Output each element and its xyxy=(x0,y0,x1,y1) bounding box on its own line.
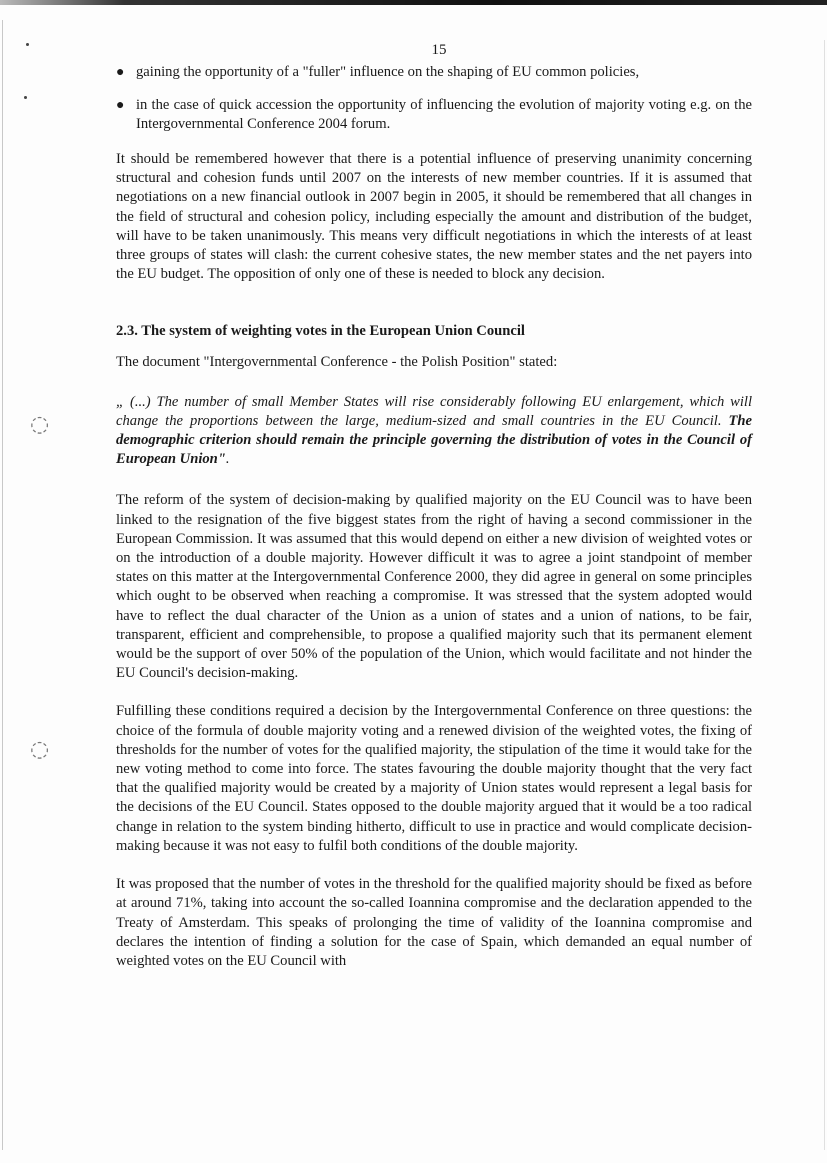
scan-speck xyxy=(26,43,29,46)
bullet-list xyxy=(116,63,752,134)
quote-bold-text: The demographic criterion should remain the principle governing the distribution of votes in the Council of European Union" xyxy=(116,412,752,468)
scan-top-edge xyxy=(0,0,827,5)
quote-end: . xyxy=(225,451,230,468)
scan-left-edge xyxy=(2,20,3,1150)
bullet-text: in the case of quick accession the opportunity of influencing the evolution of majority voting e.g. on the Intergovernmental Conference 2004 forum. xyxy=(136,97,752,132)
bullet-text: gaining the opportunity of a "fuller" influence on the shaping of EU common policies, xyxy=(136,64,640,80)
scan-right-edge xyxy=(824,40,825,1150)
intro-line: The document "Intergovernmental Conference - the Polish Position" stated: xyxy=(116,354,558,371)
paragraph: It was proposed that the number of votes in the threshold for the qualified majority should be fixed as before at around 71%, taking into account the so-called Ioannina compromise and the declaration appended to the Treaty of Amsterdam. This speaks of prolonging the time of validity of the Ioannina compromise and declares the intention of finding a solution for the case of Spain, which demanded an equal number of weighted votes on the EU Council with xyxy=(116,876,752,969)
quote-italic-text: „ (...) The number of small Member States will rise considerably following EU enlargement, which will change the proportions between the large, medium-sized and small countries in the EU Council. xyxy=(116,393,752,429)
bullet-item xyxy=(116,63,752,82)
bullet-item xyxy=(116,96,752,134)
page-content xyxy=(116,42,752,971)
block-quote xyxy=(116,393,752,470)
page-number: 15 xyxy=(431,42,447,58)
paragraph: The reform of the system of decision-making by qualified majority on the EU Council was to have been linked to the resignation of the five biggest states from the right of having a second commissioner in the European Commission. It was assumed that this would depend on either a new division of weighted votes or on the introduction of a double majority. However difficult it was to agree a joint standpoint of member states on this matter at the Intergovernmental Conference 2000, they did agree in general on some principles which ought to be observed when reaching a compromise. It was stressed that the system adopted would have to reflect the dual character of the Union as a union of states and a union of nations, to be fair, transparent, efficient and comprehensible, to propose a qualified majority such that its permanent element would be the support of over 50% of the population of the Union, which would facilitate and not hinder the EU Council's decision-making. xyxy=(116,492,752,682)
paragraph: It should be remembered however that there is a potential influence of preserving unanimity concerning structural and cohesion funds until 2007 on the interests of new member countries. If it is assumed that negotiations on a new financial outlook in 2007 begin in 2005, it should be remembered that all changes in the field of structural and cohesion policy, including especially the amount and distribution of the budget, will have to be taken unanimously. This means very difficult negotiations in which the interests of at least three groups of states will clash: the current cohesive states, the new member states and the net payers into the EU budget. The opposition of only one of these is needed to block any decision. xyxy=(116,151,752,283)
section-heading: 2.3. The system of weighting votes in the European Union Council xyxy=(116,323,525,340)
punch-hole-icon: ◌ xyxy=(30,412,50,437)
scan-speck xyxy=(24,96,27,99)
bullet-icon: ● xyxy=(116,65,125,80)
bullet-icon: ● xyxy=(116,98,125,113)
paragraph: Fulfilling these conditions required a decision by the Intergovernmental Conference on three questions: the choice of the formula of double majority voting and a renewed division of the weighted votes, the fixing of thresholds for the number of votes for the qualified majority, the stipulation of the time it would take for the new voting method to come into force. The states favouring the double majority thought that the very fact that the qualified majority would be created by a majority of Union states would represent a legal basis for the decisions of the EU Council. States opposed to the double majority argued that it would be a too radical change in relation to the system binding hitherto, difficult to use in practice and would complicate decision-making because it was not easy to fulfil both conditions of the double majority. xyxy=(116,703,752,854)
punch-hole-icon: ◌ xyxy=(30,737,50,762)
